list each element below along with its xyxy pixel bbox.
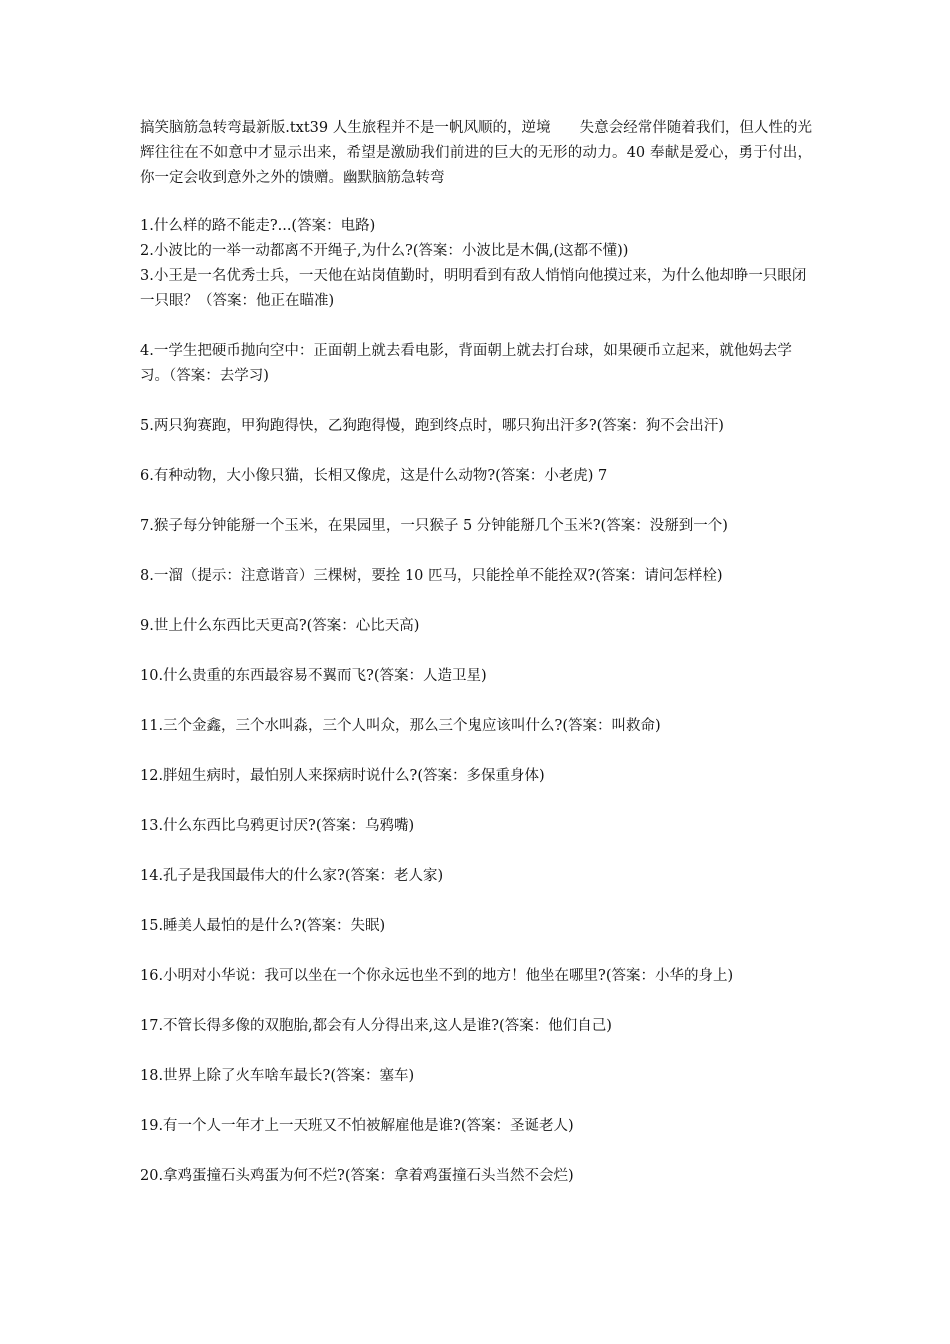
riddle-item-8: 8.一溜（提示：注意谐音）三棵树，要拴 10 匹马，只能拴单不能拴双?(答案：请问怎样栓): [140, 568, 723, 584]
riddle-item-20: 20.拿鸡蛋撞石头鸡蛋为何不烂?(答案：拿着鸡蛋撞石头当然不会烂): [140, 1168, 574, 1184]
intro-paragraph: 搞笑脑筋急转弯最新版.txt39 人生旅程并不是一帆风顺的，逆境 失意会经常伴随着我们，但人性的光辉往往在不如意中才显示出来，希望是激励我们前进的巨大的无形的动力。40 奉献是爱心，勇于付出，你一定会收到意外之外的馈赠。幽默脑筋急转弯: [140, 120, 812, 186]
riddle-item-13: 13.什么东西比乌鸦更讨厌?(答案：乌鸦嘴): [140, 818, 415, 834]
riddle-item-12: 12.胖妞生病时，最怕别人来探病时说什么?(答案：多保重身体): [140, 768, 545, 784]
riddle-item-15: 15.睡美人最怕的是什么?(答案：失眠): [140, 918, 386, 934]
riddle-item-2: 2.小波比的一举一动都离不开绳子,为什么?(答案：小波比是木偶,(这都不懂)): [140, 243, 629, 259]
riddle-item-9: 9.世上什么东西比天更高?(答案：心比天高): [140, 618, 420, 634]
riddle-item-14: 14.孔子是我国最伟大的什么家?(答案：老人家): [140, 868, 444, 884]
riddle-item-7: 7.猴子每分钟能掰一个玉米，在果园里，一只猴子 5 分钟能掰几个玉米?(答案：没掰到一个): [140, 518, 728, 534]
document-page: [140, 116, 812, 1189]
riddle-item-16: 16.小明对小华说：我可以坐在一个你永远也坐不到的地方！他坐在哪里?(答案：小华的身上): [140, 968, 734, 984]
riddle-item-1: 1.什么样的路不能走?...(答案：电路): [140, 218, 376, 234]
riddle-item-18: 18.世界上除了火车啥车最长?(答案：塞车): [140, 1068, 415, 1084]
riddle-item-3: 3.小王是一名优秀士兵，一天他在站岗值勤时，明明看到有敌人悄悄向他摸过来，为什么他却睁一只眼闭一只眼？（答案：他正在瞄准): [140, 268, 807, 309]
riddle-item-6: 6.有种动物，大小像只猫，长相又像虎，这是什么动物?(答案：小老虎) 7: [140, 468, 608, 484]
riddle-item-19: 19.有一个人一年才上一天班又不怕被解雇他是谁?(答案：圣诞老人): [140, 1118, 574, 1134]
riddle-item-5: 5.两只狗赛跑，甲狗跑得快，乙狗跑得慢，跑到终点时，哪只狗出汗多?(答案：狗不会出汗): [140, 418, 724, 434]
riddle-item-17: 17.不管长得多像的双胞胎,都会有人分得出来,这人是谁?(答案：他们自己): [140, 1018, 612, 1034]
riddle-item-10: 10.什么贵重的东西最容易不翼而飞?(答案：人造卫星): [140, 668, 487, 684]
riddle-item-4: 4.一学生把硬币抛向空中：正面朝上就去看电影，背面朝上就去打台球，如果硬币立起来，就他妈去学习。（答案：去学习): [140, 343, 792, 384]
spacer: [140, 191, 812, 214]
riddle-item-11: 11.三个金鑫，三个水叫淼，三个人叫众，那么三个鬼应该叫什么?(答案：叫救命): [140, 718, 661, 734]
